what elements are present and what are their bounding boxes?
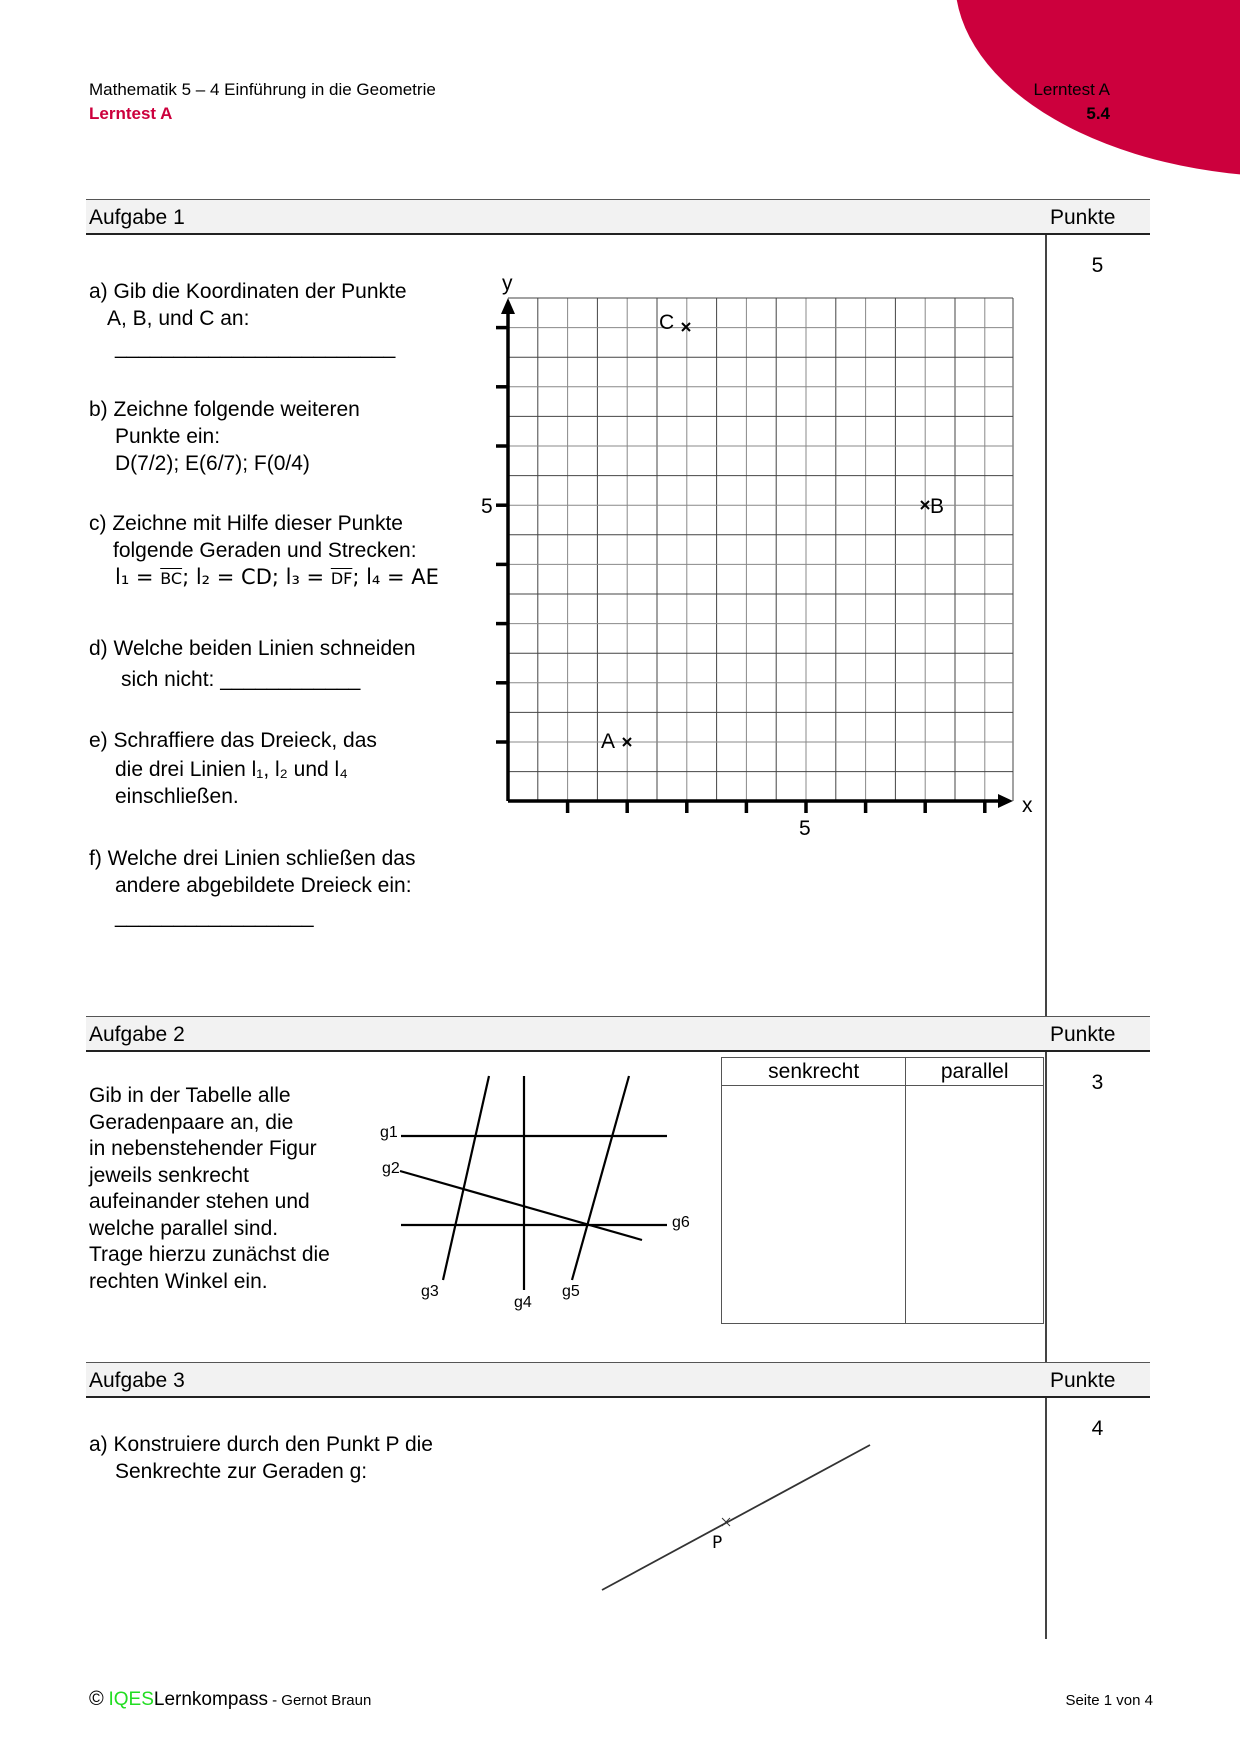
task-1e-line2: die drei Linien l₁, l₂ und l₄ bbox=[115, 758, 348, 781]
task-1-points-label: Punkte bbox=[1050, 206, 1116, 229]
brand-iqes: IQES bbox=[108, 1689, 154, 1710]
task-1c-line2: folgende Geraden und Strecken: bbox=[113, 539, 417, 562]
task-3-points-label: Punkte bbox=[1050, 1369, 1116, 1392]
x-tick-5: 5 bbox=[799, 817, 811, 840]
point-b-label: B bbox=[930, 495, 945, 518]
label-g5: g5 bbox=[562, 1283, 580, 1300]
task-3-points: 4 bbox=[1091, 1417, 1104, 1440]
label-g6: g6 bbox=[672, 1214, 690, 1231]
task-1d-line1: d) Welche beiden Linien schneiden bbox=[89, 637, 416, 660]
label-g1: g1 bbox=[380, 1124, 398, 1141]
task-1f-line2: andere abgebildete Dreieck ein: bbox=[115, 874, 412, 897]
task-2-line7: Trage hierzu zunächst die bbox=[89, 1243, 330, 1266]
copyright-icon: © bbox=[89, 1688, 104, 1710]
task-1b-line2: Punkte ein: bbox=[115, 425, 221, 448]
col-parallel: parallel bbox=[906, 1058, 1044, 1086]
task-1-title: Aufgabe 1 bbox=[89, 206, 185, 229]
task-2-points-label: Punkte bbox=[1050, 1023, 1116, 1046]
label-g4: g4 bbox=[514, 1294, 532, 1311]
footer-left bbox=[89, 1688, 371, 1711]
y-tick-5: 5 bbox=[481, 495, 493, 518]
task-1a-line2: A, B, und C an: bbox=[107, 307, 250, 330]
task-2-line1: Gib in der Tabelle alle bbox=[89, 1084, 291, 1107]
task-1c-line1: c) Zeichne mit Hilfe dieser Punkte bbox=[89, 512, 403, 535]
y-axis-arrow-icon bbox=[501, 298, 515, 314]
task-1e-line1: e) Schraffiere das Dreieck, das bbox=[89, 729, 377, 752]
task-2-points: 3 bbox=[1091, 1071, 1104, 1094]
formula-bc: $\overline{BC}$ bbox=[160, 569, 183, 588]
task-1b-points-list: D(7/2); E(6/7); F(0/4) bbox=[115, 452, 310, 475]
author: - Gernot Braun bbox=[267, 1692, 372, 1709]
line-g bbox=[602, 1445, 870, 1590]
task-2-line8: rechten Winkel ein. bbox=[89, 1269, 268, 1293]
task-1a-line1: a) Gib die Koordinaten der Punkte bbox=[89, 280, 407, 303]
test-title: Lerntest A bbox=[89, 104, 173, 123]
point-a-label: A bbox=[601, 730, 616, 753]
task-1d-answer-line[interactable]: sich nicht: ____________ bbox=[121, 668, 361, 691]
task-3-header bbox=[86, 1362, 1150, 1398]
task-1e-line3: einschließen. bbox=[115, 785, 239, 808]
task-2-line4: jeweils senkrecht bbox=[89, 1163, 249, 1187]
task-2-line2: Geradenpaare an, die bbox=[89, 1110, 294, 1134]
answer-table bbox=[721, 1057, 1044, 1324]
task-2-line5: aufeinander stehen und bbox=[89, 1190, 310, 1213]
section-number: 5.4 bbox=[1086, 104, 1110, 123]
label-g3: g3 bbox=[421, 1283, 439, 1300]
brand-lernkompass: Lernkompass bbox=[153, 1689, 268, 1710]
task-2-line3: in nebenstehender Figur bbox=[89, 1137, 317, 1160]
label-g2: g2 bbox=[382, 1160, 400, 1177]
task-2-title: Aufgabe 2 bbox=[89, 1023, 185, 1046]
task-3a-line2: Senkrechte zur Geraden g: bbox=[115, 1460, 368, 1483]
task-3a-line1: a) Konstruiere durch den Punkt P die bbox=[89, 1433, 433, 1456]
point-c-label: C bbox=[659, 311, 675, 334]
task-1-points: 5 bbox=[1091, 254, 1104, 277]
x-axis-label: x bbox=[1022, 794, 1033, 817]
task-2-header bbox=[86, 1016, 1150, 1052]
lines-figure bbox=[0, 1060, 720, 1320]
construction-figure[interactable] bbox=[0, 1400, 1000, 1620]
right-title: Lerntest A bbox=[1033, 80, 1110, 99]
task-1b-line1: b) Zeichne folgende weiteren bbox=[89, 398, 360, 421]
task-3-title: Aufgabe 3 bbox=[89, 1369, 185, 1392]
task-1f-line1: f) Welche drei Linien schließen das bbox=[89, 847, 416, 870]
formula-df: $\overline{DF}$ bbox=[330, 569, 353, 588]
formula-l2-l3: ; l₂ = CD; l₃ = bbox=[182, 565, 331, 589]
subject-title: Mathematik 5 – 4 Einführung in die Geometrie bbox=[89, 80, 436, 99]
task-2-line6: welche parallel sind. bbox=[89, 1216, 279, 1240]
formula-l1: l₁ = bbox=[115, 565, 161, 589]
page-number: Seite 1 von 4 bbox=[1065, 1692, 1153, 1709]
parallel-answer-cell[interactable] bbox=[906, 1086, 1044, 1324]
formula-l4: ; l₄ = AE bbox=[352, 565, 439, 589]
col-senkrecht: senkrecht bbox=[722, 1058, 906, 1086]
senkrecht-answer-cell[interactable] bbox=[722, 1086, 906, 1324]
task-1a-answer-blank[interactable]: ________________________ bbox=[115, 336, 396, 359]
y-axis-label: y bbox=[502, 272, 513, 295]
point-p-label: P bbox=[712, 1533, 723, 1553]
x-axis-arrow-icon bbox=[998, 794, 1013, 808]
task-1f-answer-blank[interactable]: _________________ bbox=[115, 905, 314, 928]
